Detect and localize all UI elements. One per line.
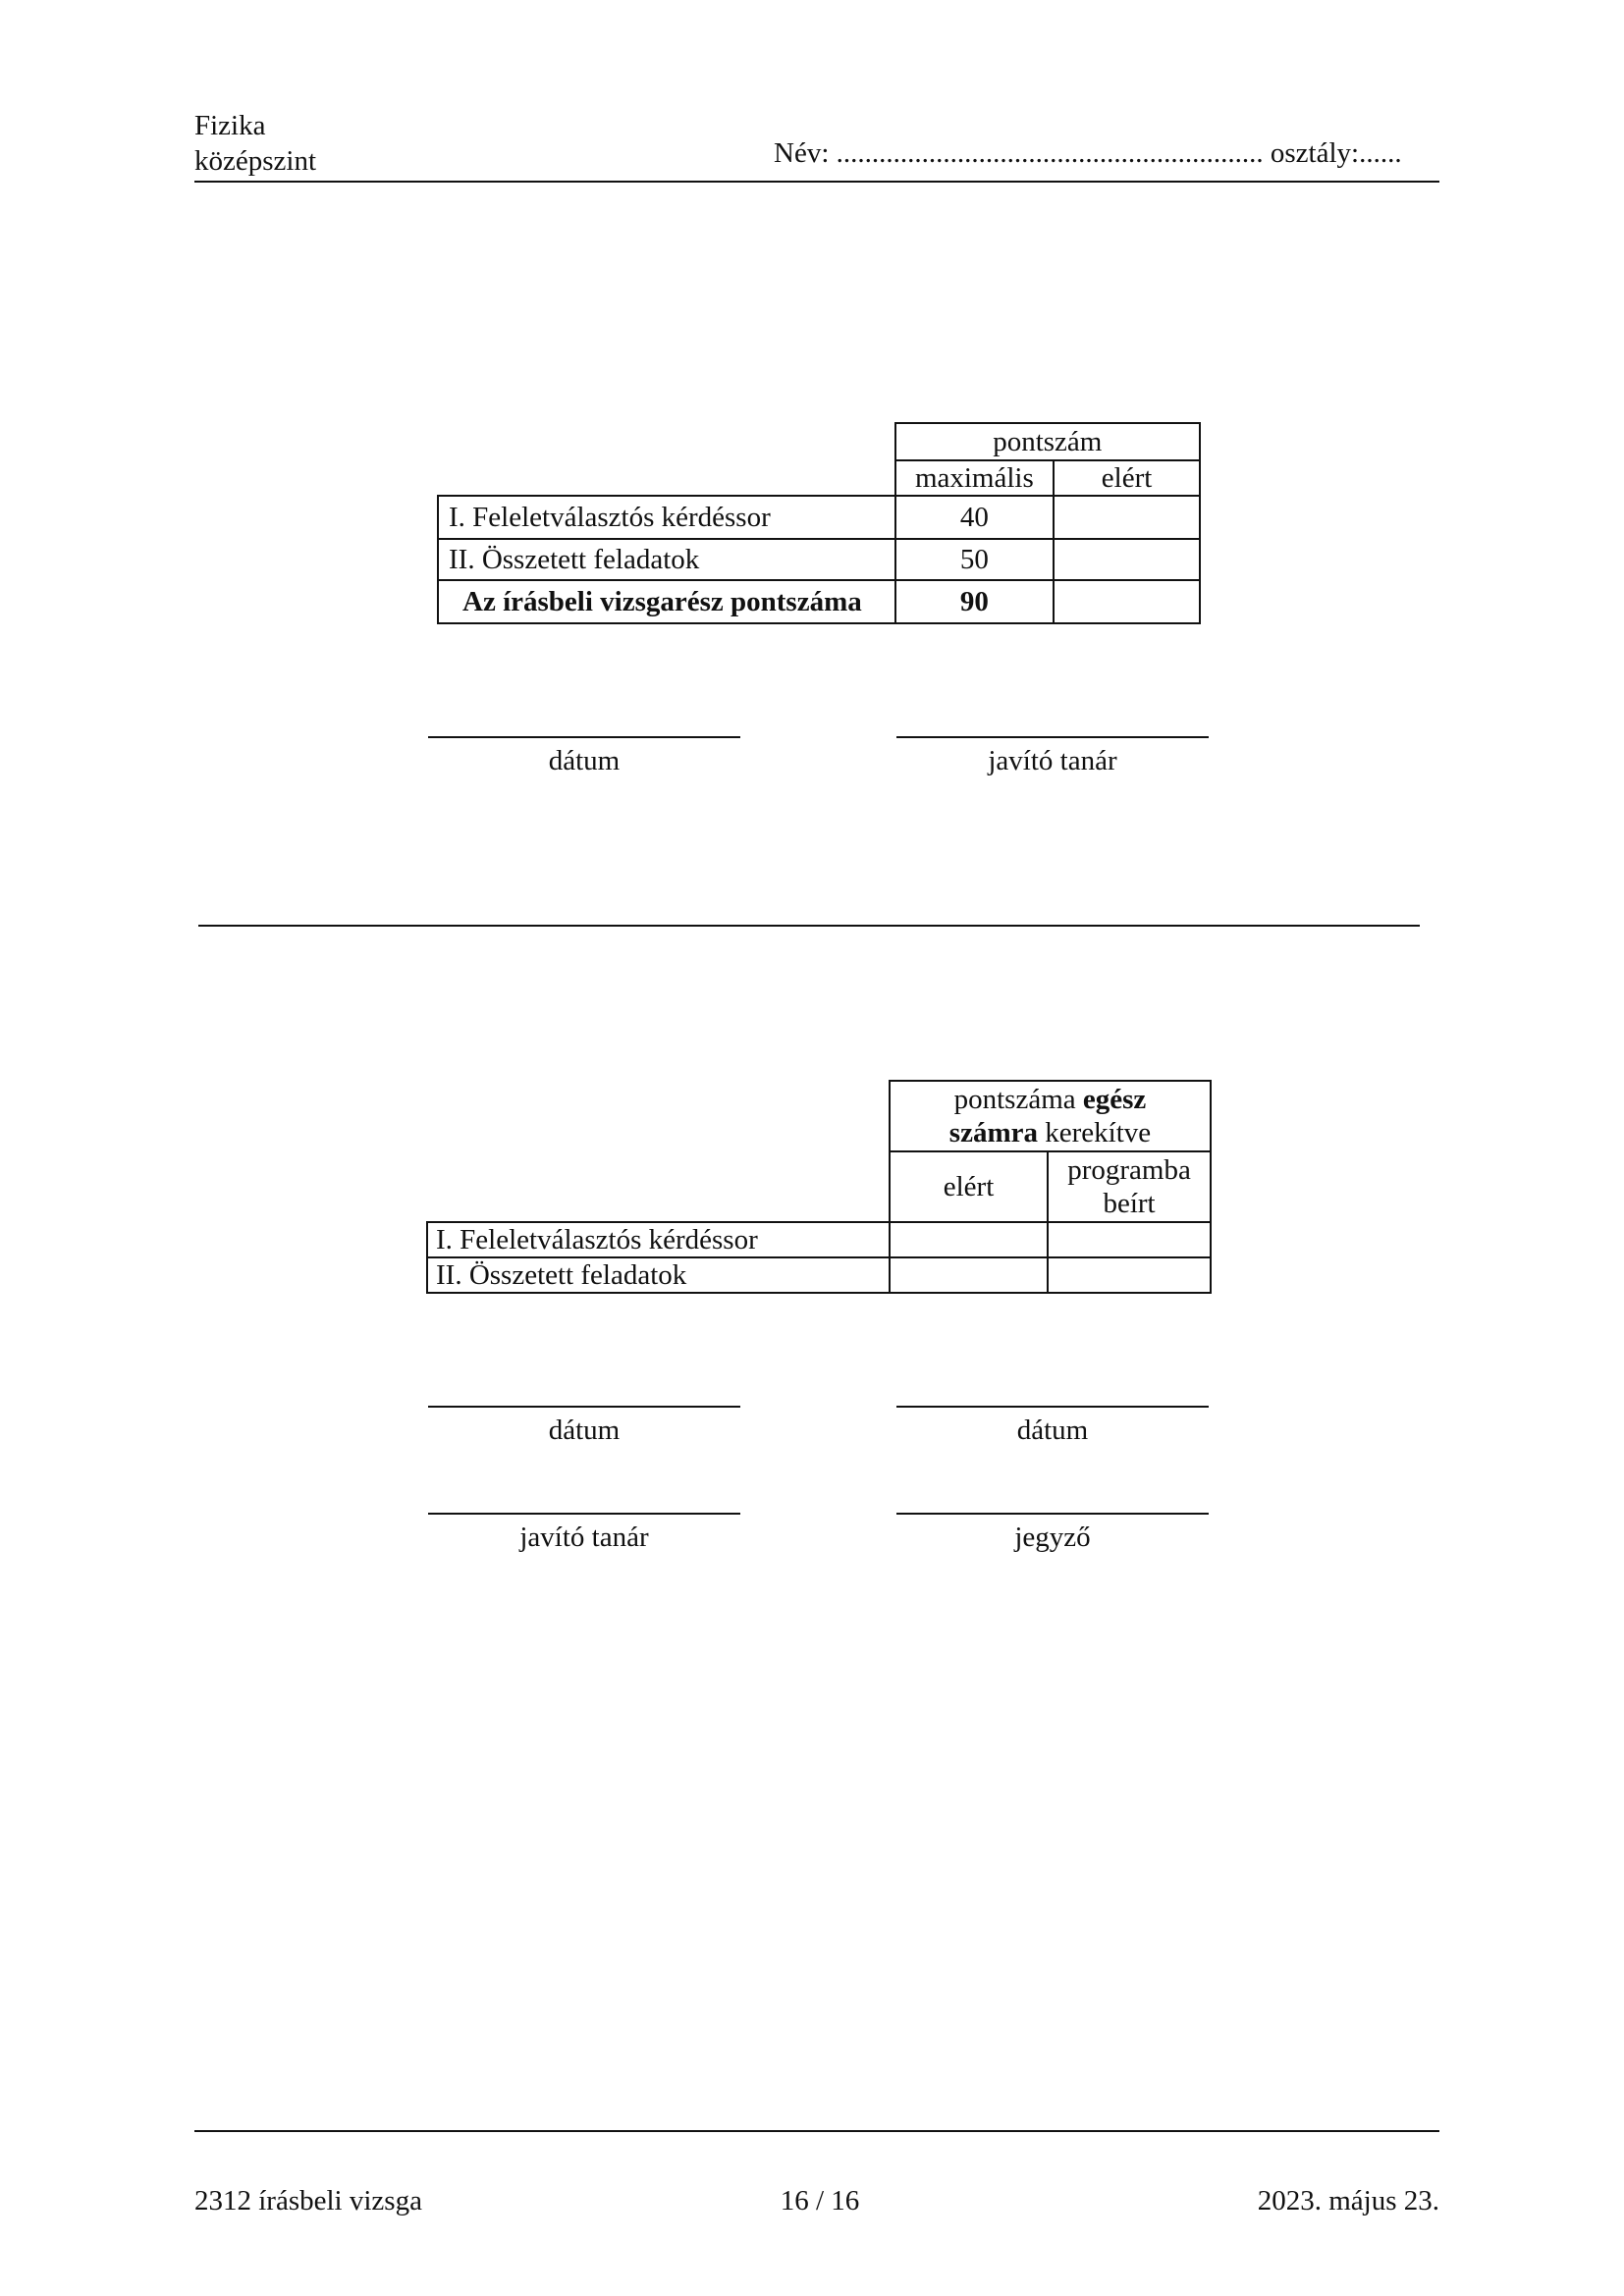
- row-label: I. Feleletválasztós kérdéssor: [427, 1222, 890, 1257]
- row-label: II. Összetett feladatok: [438, 539, 895, 580]
- table-row: [427, 1257, 1211, 1293]
- signature-line[interactable]: [896, 1513, 1209, 1515]
- total-max: 90: [895, 580, 1055, 623]
- rounded-table-corner-2: [427, 1151, 890, 1222]
- signature-date-3: [896, 1406, 1209, 1447]
- col-header-entered: programba beírt: [1048, 1151, 1211, 1222]
- section-separator: [198, 925, 1420, 927]
- table-row: [427, 1222, 1211, 1257]
- signature-line[interactable]: [428, 736, 740, 738]
- footer-rule: [194, 2130, 1439, 2132]
- score-group-header: pontszám: [895, 423, 1200, 460]
- rounded-group-header: pontszáma egész számra kerekítve: [890, 1081, 1211, 1151]
- row-entered-cell[interactable]: [1048, 1257, 1211, 1293]
- row-achieved-cell[interactable]: [890, 1257, 1048, 1293]
- signature-caption: javító tanár: [988, 745, 1117, 776]
- score-table-corner-2: [438, 460, 895, 496]
- row-label: I. Feleletválasztós kérdéssor: [438, 496, 895, 539]
- signature-date-2: [428, 1406, 740, 1447]
- signature-line[interactable]: [896, 736, 1209, 738]
- row-label: II. Összetett feladatok: [427, 1257, 890, 1293]
- row-achieved-cell[interactable]: [1054, 539, 1200, 580]
- table-row: [438, 539, 1200, 580]
- signature-line[interactable]: [896, 1406, 1209, 1408]
- signature-caption: dátum: [548, 1415, 621, 1446]
- table-row: [438, 496, 1200, 539]
- table-row-total: [438, 580, 1200, 623]
- row-entered-cell[interactable]: [1048, 1222, 1211, 1257]
- col-header-max: maximális: [895, 460, 1055, 496]
- row-max: 50: [895, 539, 1055, 580]
- rounded-score-table: [426, 1080, 1212, 1294]
- footer-date: 2023. május 23.: [1257, 2185, 1439, 2216]
- col-header-achieved: elért: [1054, 460, 1200, 496]
- row-achieved-cell[interactable]: [890, 1222, 1048, 1257]
- name-class-field: Név: ............................................................ osztály:......: [774, 137, 1402, 169]
- signature-caption: javító tanár: [519, 1522, 649, 1553]
- signature-line[interactable]: [428, 1406, 740, 1408]
- score-table-corner: [438, 423, 895, 460]
- score-table: [437, 422, 1201, 624]
- header-subject: Fizika: [194, 110, 266, 141]
- header-rule: [194, 181, 1439, 183]
- signature-line[interactable]: [428, 1513, 740, 1515]
- row-achieved-cell[interactable]: [1054, 496, 1200, 539]
- signature-notary: [896, 1513, 1209, 1554]
- signature-caption: dátum: [1016, 1415, 1089, 1446]
- footer-page-number: 16 / 16: [780, 2185, 860, 2216]
- total-label: Az írásbeli vizsgarész pontszáma: [438, 580, 895, 623]
- signature-teacher-1: [896, 736, 1209, 777]
- header-level: középszint: [194, 145, 317, 177]
- signature-date-1: [428, 736, 740, 777]
- signature-teacher-2: [428, 1513, 740, 1554]
- row-max: 40: [895, 496, 1055, 539]
- signature-caption: dátum: [548, 745, 621, 776]
- rounded-table-corner: [427, 1081, 890, 1151]
- signature-caption: jegyző: [1014, 1522, 1091, 1553]
- footer-exam-code: 2312 írásbeli vizsga: [194, 2185, 422, 2216]
- total-achieved-cell[interactable]: [1054, 580, 1200, 623]
- col-header-achieved: elért: [890, 1151, 1048, 1222]
- header-subject-block: [194, 108, 316, 179]
